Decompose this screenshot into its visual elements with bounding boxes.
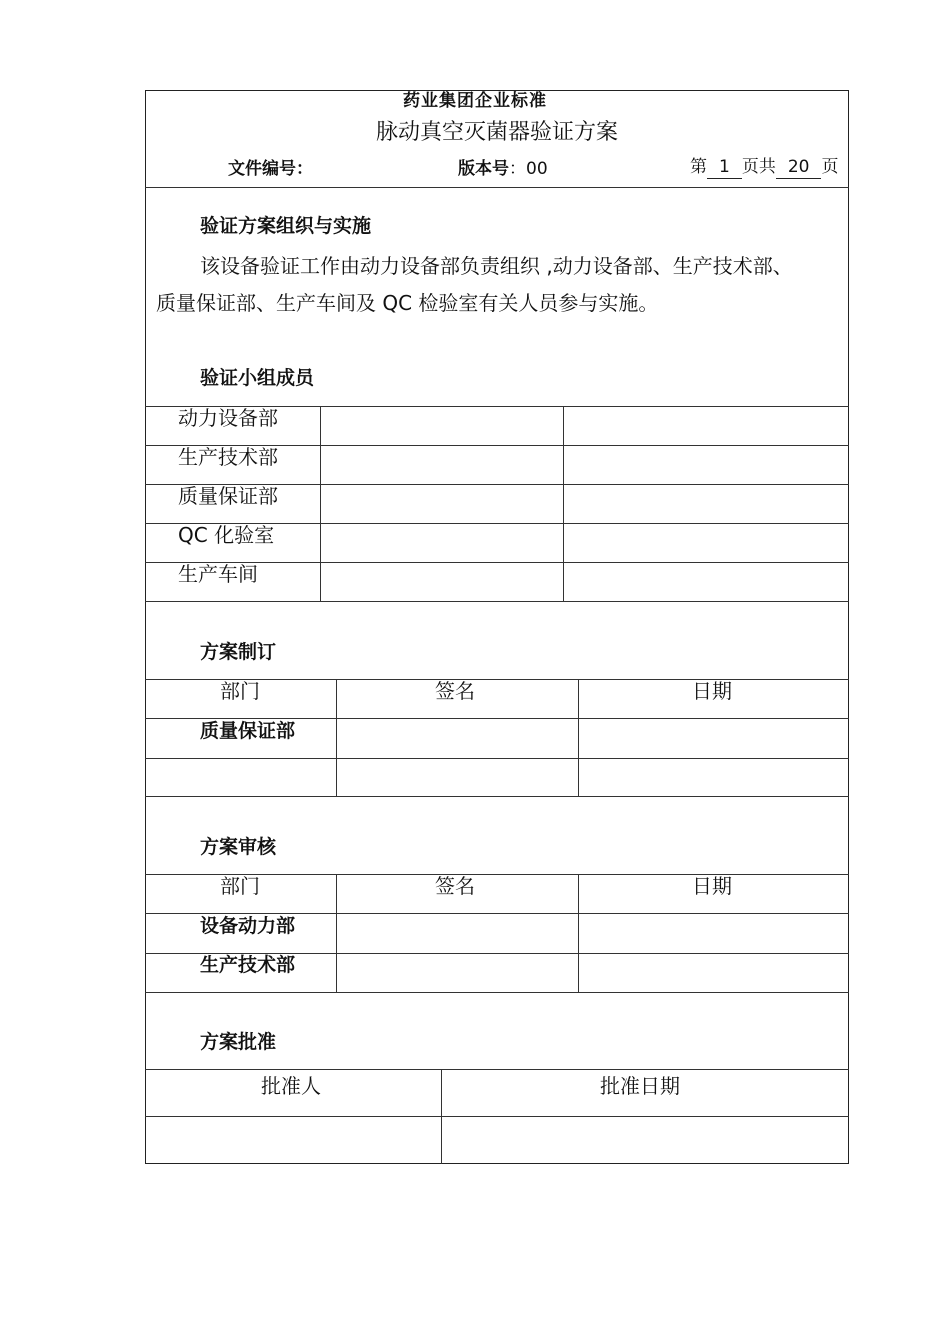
draft-header-signature: 签名 bbox=[435, 679, 475, 703]
file-number-label: 文件编号： bbox=[228, 159, 313, 179]
team-row-label: 生产技术部 bbox=[178, 445, 278, 469]
draft-row-dept: 质量保证部 bbox=[200, 720, 296, 742]
review-header-signature: 签名 bbox=[435, 874, 475, 898]
review-header-date: 日期 bbox=[692, 874, 732, 898]
page-indicator bbox=[690, 159, 838, 179]
page-current: 1 bbox=[707, 159, 742, 179]
page-prefix: 第 bbox=[690, 157, 707, 177]
review-col-divider bbox=[578, 874, 579, 992]
team-row-label: 质量保证部 bbox=[178, 484, 278, 508]
version-field bbox=[458, 161, 548, 178]
team-col-divider bbox=[563, 406, 564, 601]
review-col-divider bbox=[336, 874, 337, 992]
draft-table-bottom bbox=[145, 796, 849, 797]
review-section-heading: 方案审核 bbox=[200, 836, 277, 858]
team-table-bottom bbox=[145, 601, 849, 602]
draft-header-dept: 部门 bbox=[220, 679, 260, 703]
page-total: 20 bbox=[776, 159, 822, 179]
review-row-dept: 设备动力部 bbox=[200, 915, 296, 937]
header-divider bbox=[145, 187, 849, 188]
team-row-label: 生产车间 bbox=[178, 562, 258, 586]
draft-col-divider bbox=[336, 679, 337, 796]
version-label: 版本号 bbox=[458, 159, 509, 179]
review-row-divider bbox=[145, 913, 849, 914]
approve-table-top bbox=[145, 1069, 849, 1070]
page-suffix: 页 bbox=[821, 157, 839, 177]
org-paragraph-line-2: 质量保证部、生产车间及 QC 检验室有关人员参与实施。 bbox=[156, 291, 659, 315]
org-name: 药业集团企业标准 bbox=[403, 91, 547, 111]
draft-section-heading: 方案制订 bbox=[200, 641, 277, 663]
draft-col-divider bbox=[578, 679, 579, 796]
draft-header-date: 日期 bbox=[692, 679, 732, 703]
approve-header-approver: 批准人 bbox=[261, 1074, 321, 1098]
org-section-heading: 验证方案组织与实施 bbox=[200, 215, 372, 237]
review-row-dept: 生产技术部 bbox=[200, 954, 296, 976]
review-table-bottom bbox=[145, 992, 849, 993]
document-frame bbox=[145, 90, 849, 1164]
page-mid: 页共 bbox=[741, 157, 776, 177]
approve-header-date: 批准日期 bbox=[600, 1074, 680, 1098]
review-header-dept: 部门 bbox=[220, 874, 260, 898]
approve-row-divider bbox=[145, 1116, 849, 1117]
team-row-label: QC 化验室 bbox=[178, 523, 275, 547]
team-section-heading: 验证小组成员 bbox=[200, 367, 315, 389]
team-col-divider bbox=[320, 406, 321, 601]
team-row-label: 动力设备部 bbox=[178, 406, 278, 430]
approve-col-divider bbox=[441, 1069, 442, 1164]
org-paragraph-line-1: 该设备验证工作由动力设备部负责组织 ,动力设备部、生产技术部、 bbox=[200, 254, 793, 278]
approve-section-heading: 方案批准 bbox=[200, 1031, 277, 1053]
draft-row-divider bbox=[145, 758, 849, 759]
draft-row-divider bbox=[145, 718, 849, 719]
version-value: ：00 bbox=[509, 159, 548, 179]
document-title: 脉动真空灭菌器验证方案 bbox=[375, 120, 618, 145]
